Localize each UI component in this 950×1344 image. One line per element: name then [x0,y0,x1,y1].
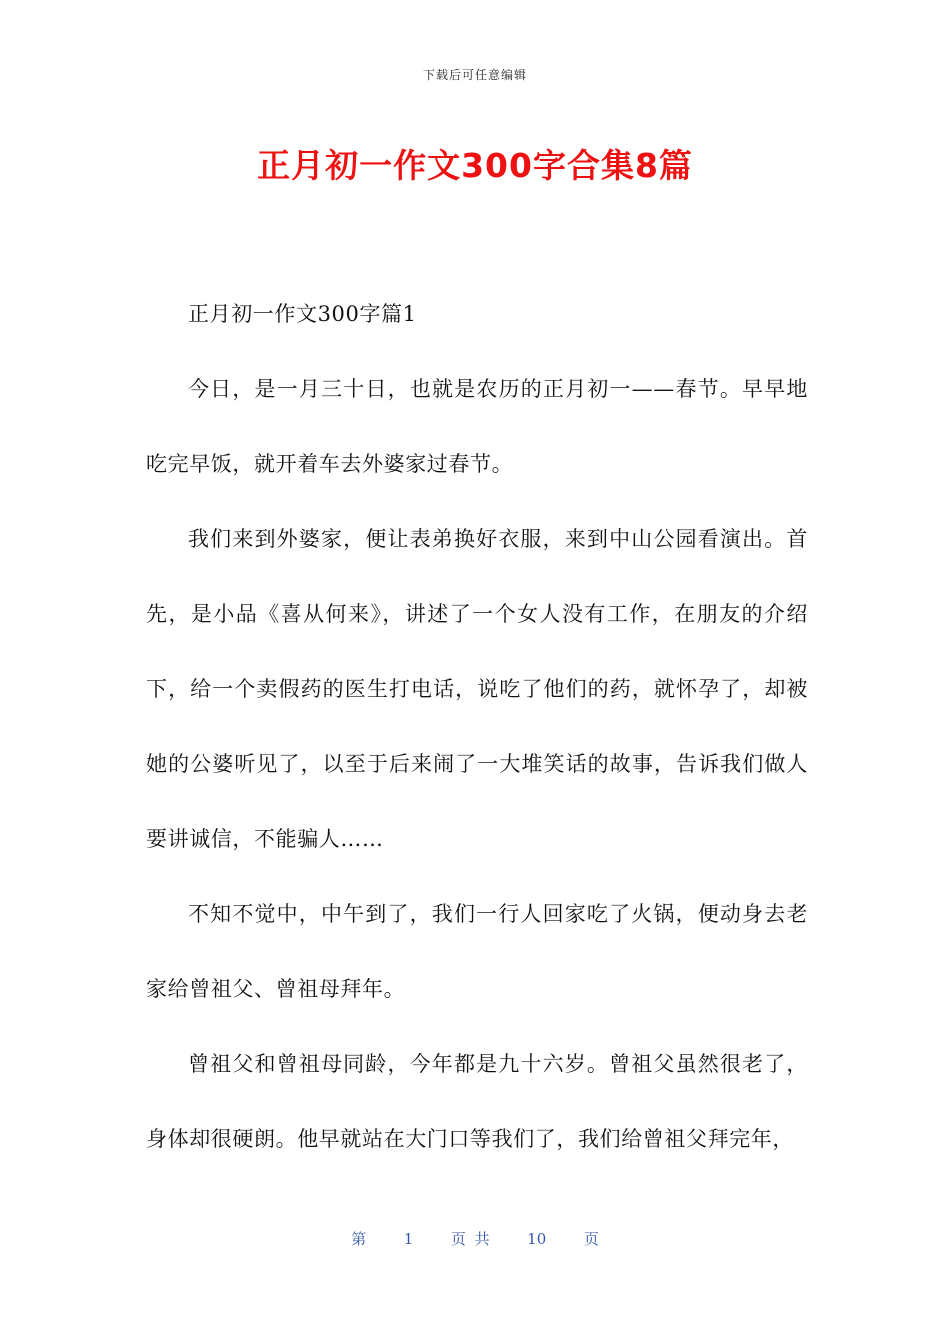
paragraph: 不知不觉中，中午到了，我们一行人回家吃了火锅，便动身去老家给曾祖父、曾祖母拜年。 [146,902,808,1001]
footer-middle: 页 共 [450,1230,490,1248]
footer-prefix: 第 [351,1230,367,1248]
document-body [146,277,808,1177]
footer-suffix: 页 [583,1230,599,1248]
document-title: 正月初一作文300字合集8篇 [257,146,693,185]
paragraph: 今日，是一月三十日，也就是农历的正月初一——春节。早早地吃完早饭，就开着车去外婆家过春节。 [146,377,808,476]
footer-total-pages: 10 [527,1230,547,1248]
paragraph: 曾祖父和曾祖母同龄，今年都是九十六岁。曾祖父虽然很老了，身体却很硬朗。他早就站在大门口等我们了，我们给曾祖父拜完年， [146,1052,808,1151]
header-note: 下载后可任意编辑 [422,68,527,82]
paragraph: 我们来到外婆家，便让表弟换好衣服，来到中山公园看演出。首先，是小品《喜从何来》，讲述了一个女人没有工作，在朋友的介绍下，给一个卖假药的医生打电话，说吃了他们的药，就怀孕了，却被她的公婆听见了，以至于后来闹了一大堆笑话的故事，告诉我们做人要讲诚信，不能骗人…… [146,527,808,851]
page-footer [0,1228,950,1249]
footer-page-number: 1 [403,1230,414,1248]
paragraph-heading: 正月初一作文300字篇1 [188,302,417,326]
